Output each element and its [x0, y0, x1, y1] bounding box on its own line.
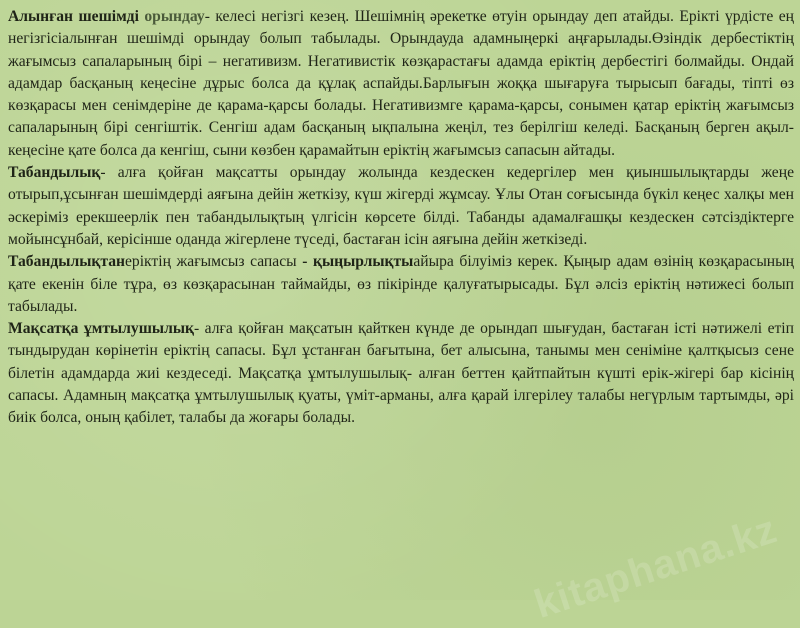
term-execution: орындау	[144, 8, 205, 25]
term-from-persistence: Табандылықтан	[8, 253, 125, 271]
paragraph-stubbornness	[8, 251, 794, 318]
paragraph-execution-text: - келесі негізгі кезең. Шешімнің әрекетке өтуін орындау деп атайды. Ерікті үрдісте ең негізгісіалынған шешімді орындау болып табылады. Орындауда адамныңеркі аңғарылады.Өзіндік дербестіктің жағымсыз сапаларының бірі – негативизм. Негативистік көзқарастағы адамда еріктің дербестігі болмайды. Ондай адамдар басқаның кеңесіне дұрыс болса да құлақ аспайды.Барлығын жоққа шығаруға тырысып бағады, тіпті өз көзқарасы мен сенімдеріне де қарама-қарсы болады. Негативизмге қарама-қарсы, сонымен қатар еріктің жағымсыз сапаларының бірі сенгіштік. Сенгіш адам басқаның ықпалына жеңіл, тез берілгіш келеді. Басқаның берген ақыл-кеңесіне қате болса да кенгіш, сыни көзбен қарамайтын еріктің жағымсыз сапасын айтады.	[8, 8, 794, 159]
term-decision: Алынған шешімді	[8, 8, 139, 25]
term-purposefulness: Мақсатқа ұмтылушылық	[8, 320, 194, 338]
document-text	[8, 6, 794, 430]
paragraph-persistence-text: - алға қойған мақсатты орындау жолында кездескен кедергілер мен қиыншылықтарды жеңе отырып,ұсынған шешімдерді аяғына дейін жеткізу, күш жігерді жұмсау. Ұлы Отан соғысында бүкіл кеңес халқы мен әскеріміз ерекшеерлік пен табандылықтың үлгісін көрсете білді. Табанды адамалғашқы кездескен сәтсіздіктерге мойынсұнбай, керісінше оданда жігерлене түседі, бастаған ісін аяғына дейін жеткізеді.	[8, 164, 794, 248]
paragraph-purposefulness	[8, 318, 794, 429]
paragraph-persistence	[8, 162, 794, 251]
term-persistence: Табандылық	[8, 164, 101, 182]
watermark: kitaphana.kz	[529, 507, 783, 627]
paragraph-purposefulness-text: - алға қойған мақсатын қайткен күнде де орындап шығудан, бастаған істі нәтижелі етіп тындырудан көрінетін еріктің сапасы. Бұл ұстанған бағытына, бет алысына, танымы мен сеніміне қалтқысыз сене білетін адамдарда жиі кездеседі. Мақсатқа ұмтылушылық- алған беттен қайтпайтын күшті ерік-жігері бар кісінің сапасы. Адамның мақсатқа ұмтылушылық қуаты, үміт-арманы, алға қарай ілгерілеу талабы негүрлым тартымды, әрі биік болса, оның қабілет, талабы да жоғары болады.	[8, 320, 794, 427]
paragraph-execution	[8, 6, 794, 162]
paragraph-stubbornness-text-2: айыра білуіміз керек. Қыңыр адам өзінің көзқарасының қате екенін біле тұра, өз көзқарасынан таймайды, өз пікірінде қалуғатырысады. Бұл әлсіз еріктің нәтижесі болып табылады.	[8, 253, 794, 315]
paragraph-stubbornness-text-1: еріктің жағымсыз сапасы	[125, 253, 297, 271]
term-stubbornness: - қыңырлықты	[296, 253, 414, 271]
